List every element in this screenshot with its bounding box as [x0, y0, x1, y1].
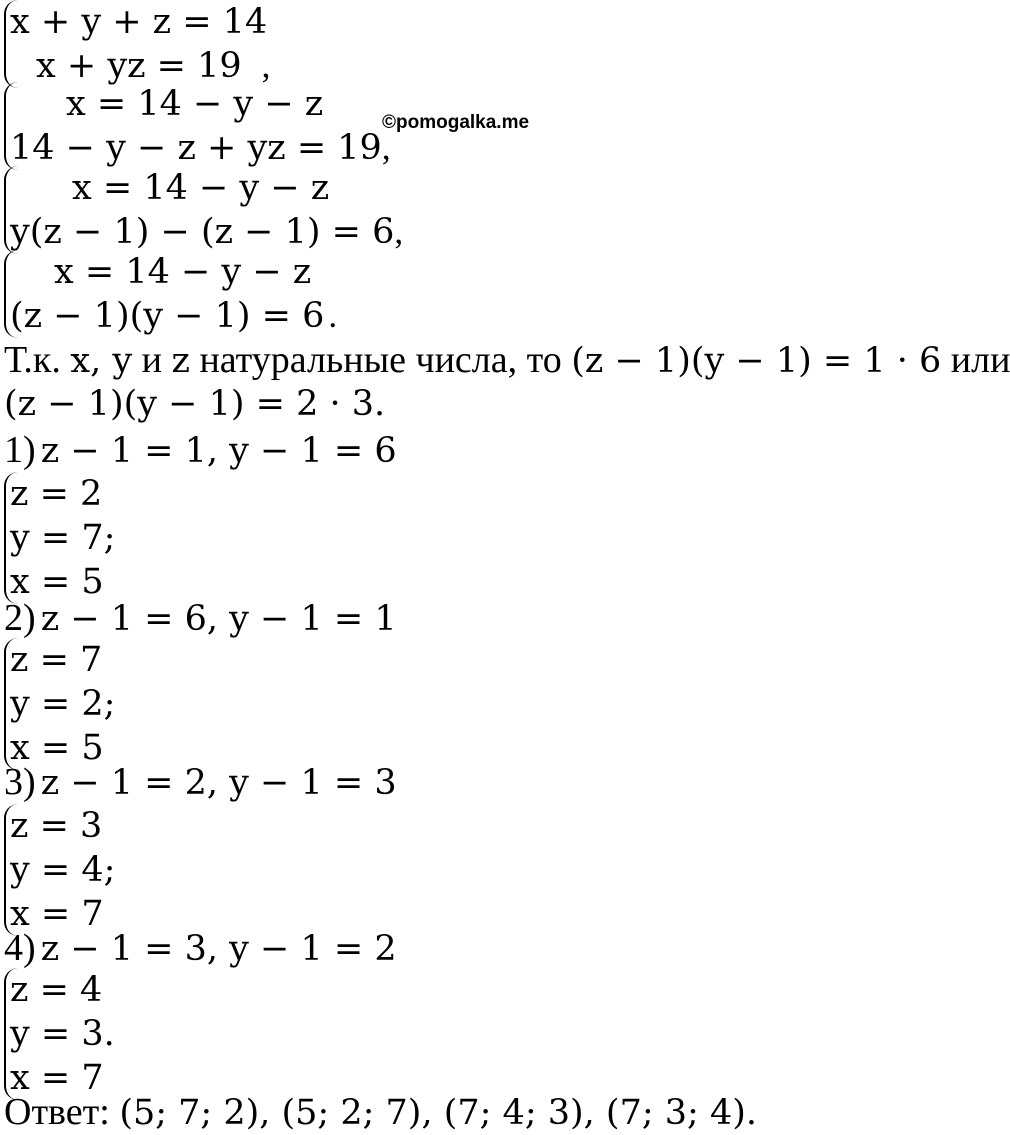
case-1-x: x = 5	[10, 562, 104, 602]
case-4-x: x = 7	[10, 1058, 104, 1098]
system-4-line-1: x = 14 − y − z	[54, 252, 312, 292]
system-2-line-2: 14 − y − z + yz = 19,	[10, 128, 391, 168]
system-3-line-2: y(z − 1) − (z − 1) = 6,	[10, 212, 404, 252]
case-4-equations: z − 1 = 3, y − 1 = 2	[40, 929, 397, 969]
case-2-system	[4, 638, 115, 770]
reasoning-var-z: z	[171, 341, 190, 381]
system-1-punct: ,	[261, 46, 271, 85]
case-2-z: z = 7	[10, 640, 103, 680]
system-2-punct: ,	[381, 128, 391, 167]
system-1	[4, 0, 270, 88]
answer-line	[4, 1090, 757, 1135]
case-3-equations: z − 1 = 2, y − 1 = 3	[40, 763, 397, 803]
system-3	[4, 166, 403, 254]
case-3-y: y = 4;	[10, 850, 116, 890]
case-2-x: x = 5	[10, 728, 104, 768]
reasoning-text-4: или	[941, 339, 1010, 381]
case-3-number: 3)	[4, 761, 36, 803]
system-4	[4, 250, 337, 338]
case-4-number: 4)	[4, 927, 36, 969]
system-3-line-1: x = 14 − y − z	[72, 168, 330, 208]
watermark: ©pomogalka.me	[382, 112, 530, 133]
reasoning-text-3: натуральные числа, то	[189, 339, 572, 381]
answer-label: Ответ:	[4, 1091, 120, 1133]
system-2-line-1: x = 14 − y − z	[66, 84, 324, 124]
case-4-z: z = 4	[10, 970, 103, 1010]
case-2-y: y = 2;	[10, 684, 116, 724]
answer-value: (5; 7; 2), (5; 2; 7), (7; 4; 3), (7; 3; 4).	[119, 1093, 757, 1133]
case-1-equations: z − 1 = 1, y − 1 = 6	[40, 431, 397, 471]
case-4-condition	[4, 926, 397, 971]
case-2-condition	[4, 596, 397, 641]
reasoning-line-1	[4, 338, 1010, 383]
case-2-equations: z − 1 = 6, y − 1 = 1	[40, 599, 397, 639]
case-1-condition	[4, 428, 397, 473]
case-1-y: y = 7;	[10, 518, 116, 558]
case-3-system	[4, 804, 115, 936]
system-1-line-2: x + yz = 19 ,	[36, 46, 271, 86]
case-1-z: z = 2	[10, 474, 103, 514]
system-4-punct: .	[328, 296, 338, 335]
reasoning-vars-xy: x, y	[70, 341, 133, 381]
case-4-y: y = 3.	[10, 1014, 115, 1054]
reasoning-line-2: (z − 1)(y − 1) = 2 · 3.	[4, 384, 386, 424]
system-4-line-2: (z − 1)(y − 1) = 6 .	[10, 296, 338, 336]
case-2-number: 2)	[4, 597, 36, 639]
case-3-x: x = 7	[10, 894, 104, 934]
reasoning-text-1: Т.к.	[4, 339, 71, 381]
case-1-number: 1)	[4, 429, 36, 471]
system-1-line-1: x + y + z = 14	[10, 2, 268, 42]
case-3-condition	[4, 760, 397, 805]
case-1-system	[4, 472, 115, 604]
system-3-punct: ,	[394, 212, 404, 251]
case-3-z: z = 3	[10, 806, 103, 846]
reasoning-text-2: и	[132, 339, 172, 381]
case-4-system	[4, 968, 115, 1100]
system-2	[4, 82, 391, 170]
reasoning-product-1: (z − 1)(y − 1) = 1 · 6	[571, 341, 942, 381]
